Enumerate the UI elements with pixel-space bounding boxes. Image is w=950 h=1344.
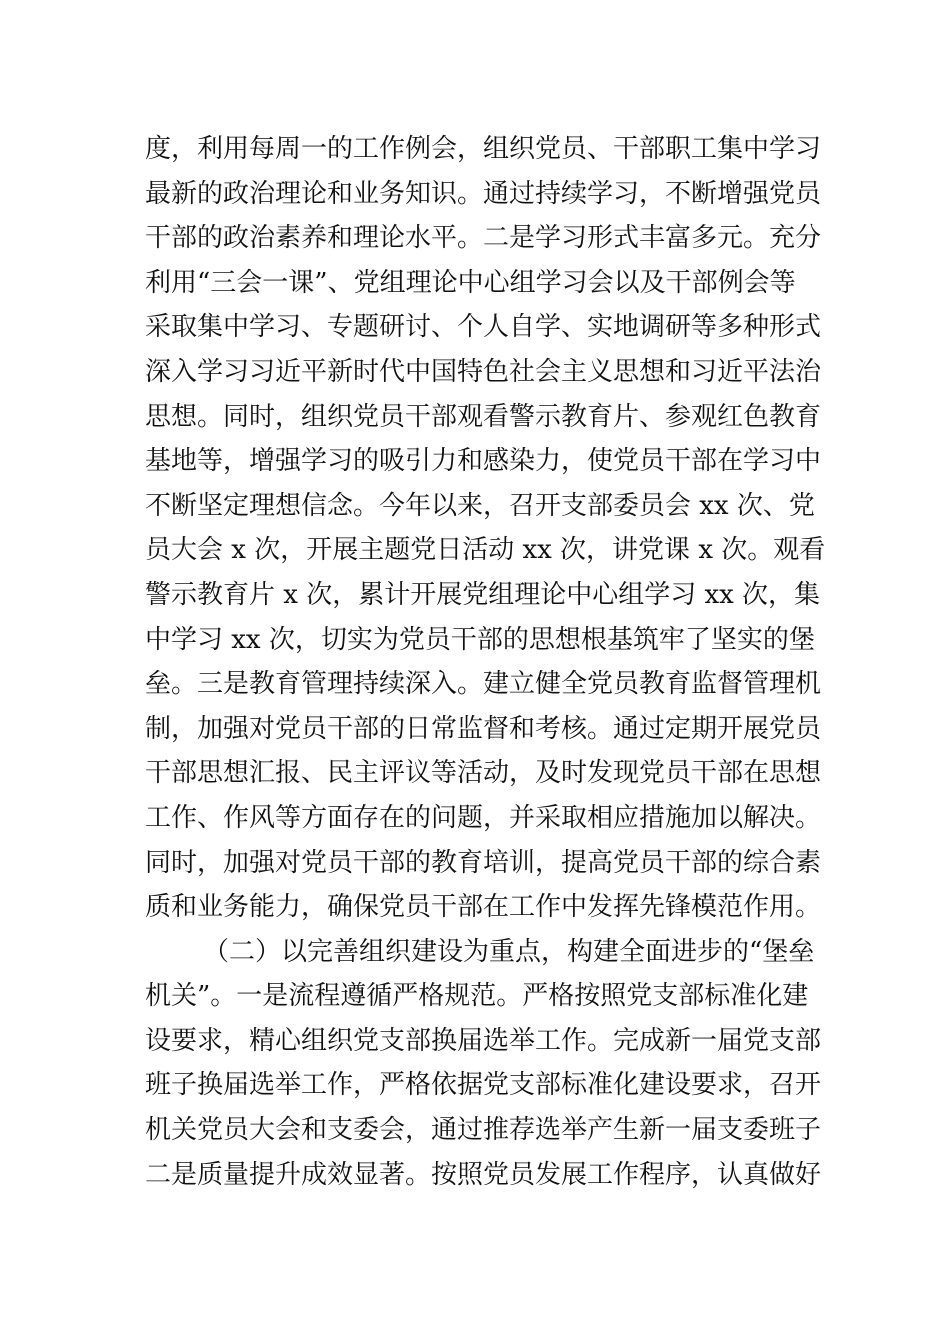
text-line: 思想。同时，组织党员干部观看警示教育片、参观红色教育 (145, 401, 822, 432)
text-line: 度，利用每周一的工作例会，组织党员、干部职工集中学习 (145, 134, 822, 164)
text-line: 员大会 x 次，开展主题党日活动 xx 次，讲党课 x 次。观看 (145, 535, 826, 566)
text-line: 基地等，增强学习的吸引力和感染力，使党员干部在学习中 (145, 446, 822, 477)
text-line: 班子换届选举工作，严格依据党支部标准化建设要求，召开 (145, 1070, 822, 1101)
text-line: 工作、作风等方面存在的问题，并采取相应措施加以解决。 (145, 802, 822, 833)
text-line: 干部的政治素养和理论水平。二是学习形式丰富多元。充分 (145, 223, 822, 254)
text-line: 设要求，精心组织党支部换届选举工作。完成新一届党支部 (145, 1025, 822, 1056)
text-line: 同时，加强对党员干部的教育培训，提高党员干部的综合素 (145, 847, 822, 878)
text-line: 二是质量提升成效显著。按照党员发展工作程序，认真做好 (145, 1159, 822, 1190)
text-line: 垒。三是教育管理持续深入。建立健全党员教育监督管理机 (145, 669, 822, 700)
text-line: 质和业务能力，确保党员干部在工作中发挥先锋模范作用。 (145, 892, 822, 923)
text-line: 深入学习习近平新时代中国特色社会主义思想和习近平法治 (145, 356, 822, 387)
text-line: 不断坚定理想信念。今年以来，召开支部委员会 xx 次、党 (145, 490, 815, 521)
text-line: 机关党员大会和支委会，通过推荐选举产生新一届支委班子 (145, 1115, 822, 1146)
text-line: 警示教育片 x 次，累计开展党组理论中心组学习 xx 次，集 (145, 579, 821, 610)
text-line: 机关”。一是流程遵循严格规范。严格按照党支部标准化建 (145, 981, 809, 1012)
text-line: 采取集中学习、专题研讨、个人自学、实地调研等多种形式 (145, 312, 822, 343)
body-text (145, 127, 826, 1197)
text-line: 中学习 xx 次，切实为党员干部的思想根基筑牢了坚实的堡 (145, 624, 815, 655)
section-heading-line: （二）以完善组织建设为重点，构建全面进步的“堡垒 (203, 936, 815, 967)
text-line: 最新的政治理论和业务知识。通过持续学习，不断增强党员 (145, 178, 822, 209)
text-line: 干部思想汇报、民主评议等活动，及时发现党员干部在思想 (145, 758, 822, 789)
text-line: 利用“三会一课”、党组理论中心组学习会以及干部例会等 (145, 267, 796, 298)
text-line: 制，加强对党员干部的日常监督和考核。通过定期开展党员 (145, 713, 822, 744)
